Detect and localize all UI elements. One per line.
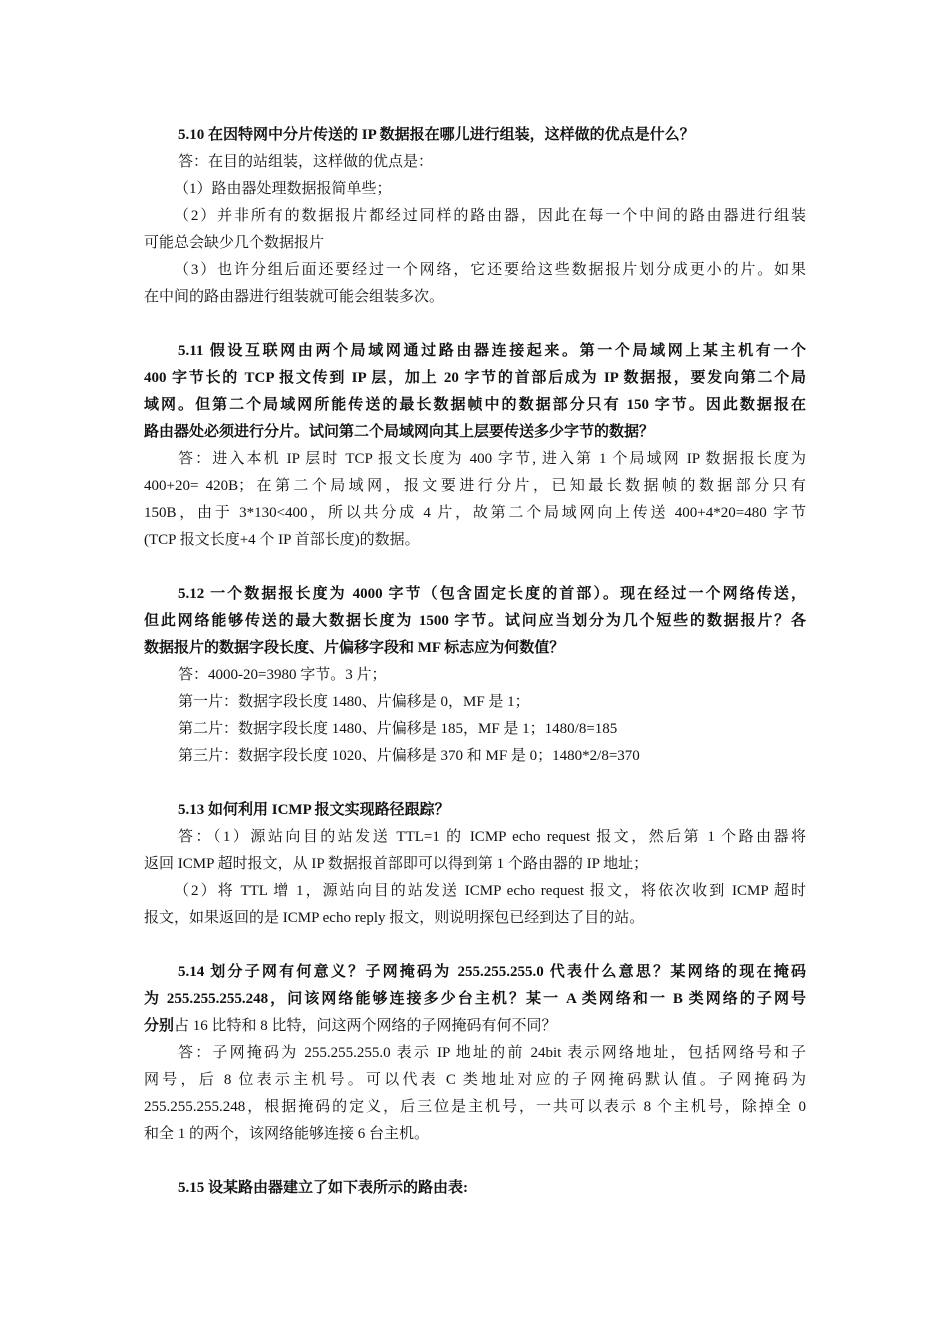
question-5-11-line-3: 域网。但第二个局域网所能传送的最长数据帧中的数据部分只有 150 字节。因此数据报在 [144,397,806,413]
question-5-14-line-1: 5.14 划分子网有何意义？子网掩码为 255.255.255.0 代表什么意思？某网络的现在掩码 [178,964,806,980]
question-5-14-line-3-bold: 分别 [144,1018,175,1034]
spacer [144,932,806,959]
question-5-11-line-4: 路由器处必须进行分片。试问第二个局域网向其上层要传送多少字节的数据？ [144,424,655,440]
answer-5-10-line-5: （3）也许分组后面还要经过一个网络，它还要给这些数据报片划分成更小的片。如果 [174,262,806,278]
answer-5-12-line-2: 第一片：数据字段长度 1480、片偏移是 0，MF 是 1； [178,694,530,710]
question-5-12-line-1: 5.12 一个数据报长度为 4000 字节（包含固定长度的首部）。现在经过一个网络传送， [178,586,806,602]
answer-5-11-line-1: 答：进入本机 IP 层时 TCP 报文长度为 400 字节, 进入第 1 个局域网 IP 数据报长度为 [178,451,806,467]
spacer [144,770,806,797]
question-5-12-line-3: 数据报片的数据字段长度、片偏移字段和 MF 标志应为何数值？ [144,640,565,656]
answer-5-14-line-2: 网号，后 8 位表示主机号。可以代表 C 类地址对应的子网掩码默认值。子网掩码为 [144,1072,806,1088]
answer-5-13-line-3: （2）将 TTL 增 1，源站向目的站发送 ICMP echo request 报文，将依次收到 ICMP 超时 [174,883,806,899]
answer-5-14-line-3: 255.255.255.248，根据掩码的定义，后三位是主机号，一共可以表示 8 个主机号，除掉全 0 [144,1099,806,1115]
answer-5-13-line-4: 报文，如果返回的是 ICMP echo reply 报文，则说明探包已经到达了目的站。 [144,910,645,926]
spacer [144,554,806,581]
question-5-11-line-1: 5.11 假设互联网由两个局域网通过路由器连接起来。第一个局域网上某主机有一个 [178,343,806,359]
answer-5-10-line-3: （2）并非所有的数据报片都经过同样的路由器，因此在每一个中间的路由器进行组装 [174,208,806,224]
question-5-10-title: 5.10 在因特网中分片传送的 IP 数据报在哪儿进行组装，这样做的优点是什么？ [178,127,695,143]
document-page [144,122,806,1202]
answer-5-11-line-3: 150B，由于 3*130<400，所以共分成 4 片，故第二个局域网向上传送 400+4*20=480 字节 [144,505,806,521]
question-5-14-line-2: 为 255.255.255.248，问该网络能够连接多少台主机？某一 A 类网络和一 B 类网络的子网号 [144,991,806,1007]
answer-5-13-line-2: 返回 ICMP 超时报文，从 IP 数据报首部即可以得到第 1 个路由器的 IP 地址； [144,856,649,872]
question-5-11-line-2: 400 字节长的 TCP 报文传到 IP 层，加上 20 字节的首部后成为 IP 数据报，要发向第二个局 [144,370,806,386]
question-5-13-title: 5.13 如何利用 ICMP 报文实现路径跟踪？ [178,802,450,818]
answer-5-10-line-6: 在中间的路由器进行组装就可能会组装多次。 [144,289,445,305]
answer-5-10-line-1: 答：在目的站组装，这样做的优点是： [178,154,434,170]
answer-5-13-line-1: 答：（1）源站向目的站发送 TTL=1 的 ICMP echo request 报文，然后第 1 个路由器将 [178,829,806,845]
answer-5-14-line-4: 和全 1 的两个，该网络能够连接 6 台主机。 [144,1126,430,1142]
question-5-14-line-3-rest: 占 16 比特和 8 比特，问这两个网络的子网掩码有何不同？ [174,1018,557,1034]
answer-5-10-line-4: 可能总会缺少几个数据报片 [144,235,325,251]
spacer [144,311,806,338]
answer-5-12-line-1: 答：4000-20=3980 字节。3 片； [178,667,387,683]
question-5-12-line-2: 但此网络能够传送的最大数据长度为 1500 字节。试问应当划分为几个短些的数据报片？各 [144,613,806,629]
answer-5-10-line-2: （1）路由器处理数据报简单些； [174,181,392,197]
answer-5-11-line-4: (TCP 报文长度+4 个 IP 首部长度)的数据。 [144,532,420,548]
answer-5-12-line-4: 第三片：数据字段长度 1020、片偏移是 370 和 MF 是 0；1480*2/8=370 [178,748,640,764]
question-5-15-title: 5.15 设某路由器建立了如下表所示的路由表: [178,1180,468,1196]
answer-5-12-line-3: 第二片：数据字段长度 1480、片偏移是 185，MF 是 1；1480/8=185 [178,721,618,737]
answer-5-14-line-1: 答：子网掩码为 255.255.255.0 表示 IP 地址的前 24bit 表示网络地址，包括网络号和子 [178,1045,806,1061]
question-5-14-line-3 [144,1013,806,1040]
answer-5-11-line-2: 400+20= 420B；在第二个局域网，报文要进行分片，已知最长数据帧的数据部分只有 [144,478,806,494]
spacer [144,1148,806,1175]
